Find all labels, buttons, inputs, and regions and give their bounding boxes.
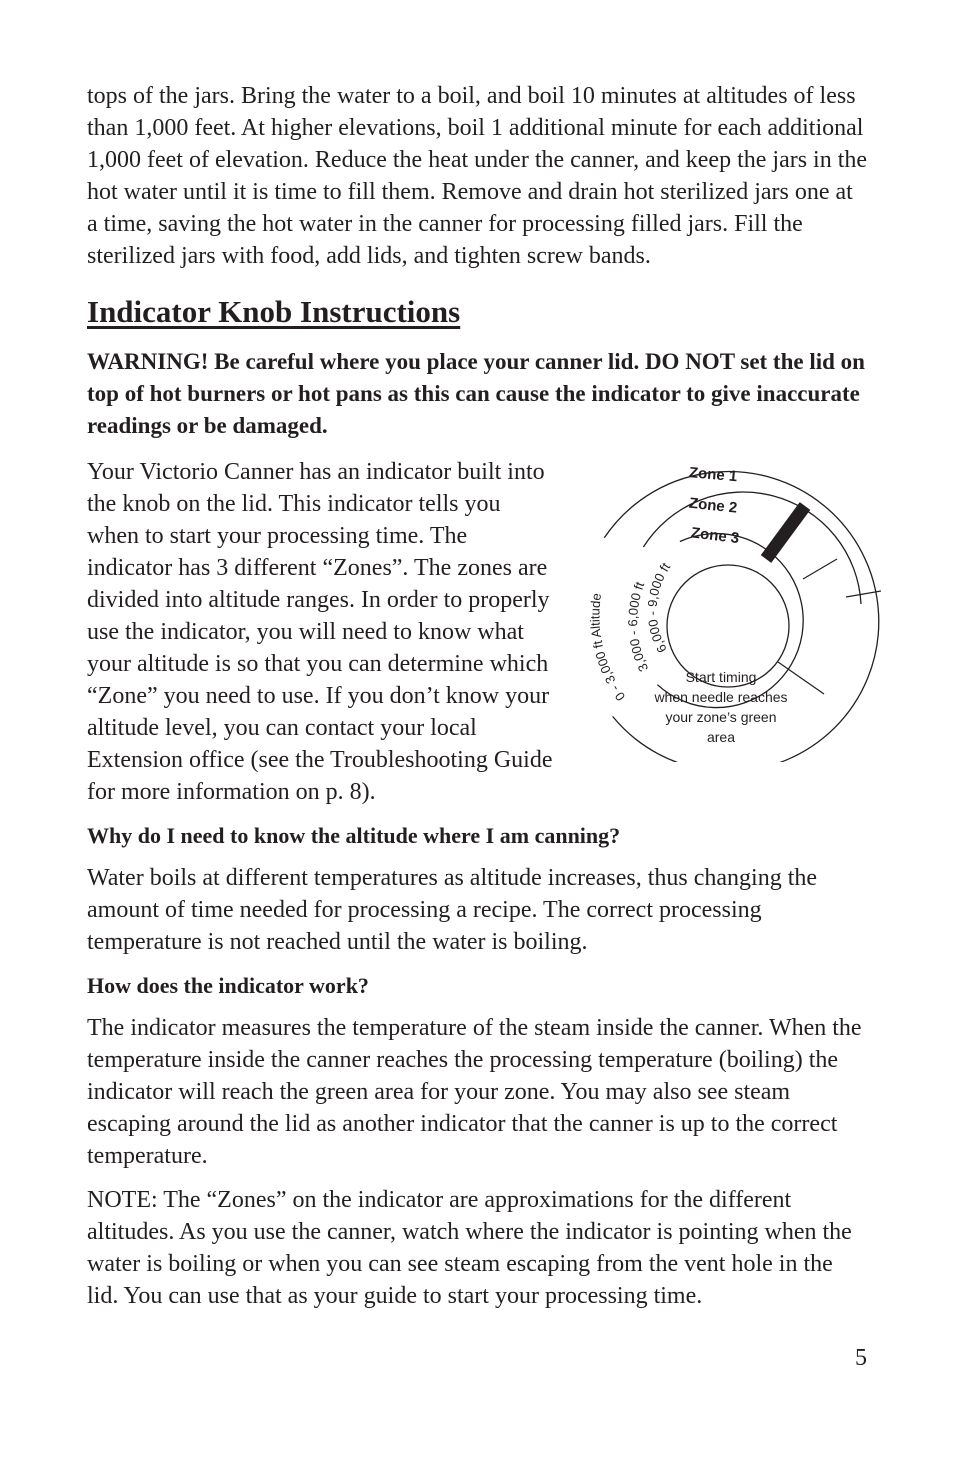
page-number: 5 bbox=[855, 1345, 867, 1371]
zone3-label: Zone 3 bbox=[690, 524, 741, 548]
answer-indicator: The indicator measures the temperature of the steam inside the canner. When the temperature inside the canner reaches the processing temperature (boiling) the indicator will reach the green area for your zone. You may also see steam escaping around the lid as another indicator that the canner is up to the correct temperature. bbox=[87, 1015, 862, 1169]
question-altitude: Why do I need to know the altitude where I am canning? bbox=[87, 823, 621, 848]
page-content bbox=[87, 80, 869, 1324]
zone1-label: Zone 1 bbox=[688, 464, 738, 486]
center-text-line4: area bbox=[706, 729, 736, 745]
indicator-dial-figure bbox=[571, 456, 881, 762]
center-text-line1: Start timing bbox=[685, 669, 757, 685]
range1-label: 0 - 3,000 ft Altitude bbox=[587, 592, 629, 704]
center-text-line3: your zone’s green bbox=[665, 709, 777, 725]
question-indicator: How does the indicator work? bbox=[87, 973, 369, 998]
indicator-paragraph: Your Victorio Canner has an indicator built into the knob on the lid. This indicator tells you when to start your processing time. The indicator has 3 different “Zones”. The zones are divided into altitude ranges. In order to properly use the indicator, you will need to know what your altitude is so that you can determine which “Zone” you need to use. If you don’t know your altitude level, you can contact your local Extension office (see the Troubleshooting Guide for more information on p. 8). bbox=[87, 459, 553, 805]
zone2-label: Zone 2 bbox=[688, 494, 739, 517]
note-paragraph: NOTE: The “Zones” on the indicator are approximations for the different altitudes. As you use the canner, watch where the indicator is pointing when the water is boiling or when you can see steam escaping from the vent hole in the lid. You can use that as your guide to start your processing time. bbox=[87, 1187, 852, 1309]
section-title: Indicator Knob Instructions bbox=[87, 294, 461, 329]
warning-text: WARNING! Be careful where you place your canner lid. DO NOT set the lid on top of hot burners or hot pans as this can cause the indicator to give inaccurate readings or be damaged. bbox=[87, 349, 865, 438]
center-text-line2: when needle reaches bbox=[654, 689, 788, 705]
range3-label: 6,000 - 9,000 ft bbox=[644, 559, 674, 656]
intro-paragraph: tops of the jars. Bring the water to a boil, and boil 10 minutes at altitudes of less than 1,000 feet. At higher elevations, boil 1 additional minute for each additional 1,000 feet of elevation. Reduce the heat under the canner, and keep the jars in the hot water until it is time to fill them. Remove and drain hot sterilized jars one at a time, saving the hot water in the canner for processing filled jars. Fill the sterilized jars with food, add lids, and tighten screw bands. bbox=[87, 83, 868, 269]
indicator-dial-diagram bbox=[571, 456, 881, 762]
needle bbox=[766, 506, 805, 559]
answer-altitude: Water boils at different temperatures as altitude increases, thus changing the amount of time needed for processing a recipe. The correct processing temperature is not reached until the water is boiling. bbox=[87, 865, 818, 955]
zone-separator bbox=[803, 559, 837, 579]
range2-label: 3,000 - 6,000 ft bbox=[625, 579, 652, 675]
